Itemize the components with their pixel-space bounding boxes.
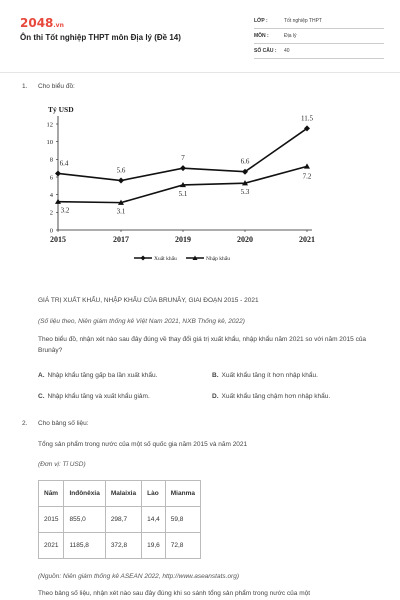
export-data-label: 11.5 xyxy=(301,114,313,123)
table-cell: 14,4 xyxy=(142,507,166,533)
table-row xyxy=(39,533,201,559)
legend-label-import: Nhập khẩu xyxy=(206,256,230,263)
header-divider xyxy=(0,72,400,73)
table-cell: 372,8 xyxy=(105,533,141,559)
meta-row-question-count: SỐ CÂU : 40 xyxy=(254,44,384,59)
option-a[interactable]: A. Nhập khẩu tăng gấp ba lần xuất khẩu. xyxy=(38,372,158,379)
table-unit: (Đơn vị: Tỉ USD) xyxy=(38,461,86,468)
x-tick-label: 2015 xyxy=(50,235,66,244)
table-cell: 59,8 xyxy=(165,507,200,533)
export-point xyxy=(55,170,61,176)
column-header: Inđônêxia xyxy=(64,481,105,507)
y-tick-label: 4 xyxy=(49,192,53,200)
line-chart xyxy=(30,100,330,270)
meta-row-class: LỚP : Tốt nghiệp THPT xyxy=(254,14,384,29)
import-data-label: 5.1 xyxy=(178,189,188,198)
x-tick-label: 2021 xyxy=(299,235,315,244)
question-number: 1. xyxy=(22,83,28,90)
export-data-label: 6.6 xyxy=(240,157,250,166)
column-header: Lào xyxy=(142,481,166,507)
column-header: Malaixia xyxy=(105,481,141,507)
data-table xyxy=(38,480,201,559)
table-cell: 2021 xyxy=(39,533,64,559)
site-logo[interactable]: 2048.vn xyxy=(20,16,64,30)
export-data-label: 5.6 xyxy=(116,166,126,175)
x-tick-label: 2019 xyxy=(175,235,191,244)
meta-row-subject: MÔN : Địa lý xyxy=(254,29,384,44)
x-tick-label: 2020 xyxy=(237,235,253,244)
legend-label-export: Xuất khẩu xyxy=(154,256,177,263)
option-b[interactable]: B. Xuất khẩu tăng ít hơn nhập khẩu. xyxy=(212,372,318,379)
import-data-label: 7.2 xyxy=(302,172,312,181)
option-d[interactable]: D. Xuất khẩu tăng chậm hơn nhập khẩu. xyxy=(212,393,331,400)
export-point xyxy=(180,165,186,171)
export-point xyxy=(118,178,124,184)
chart-caption: GIÁ TRỊ XUẤT KHẨU, NHẬP KHẨU CỦA BRUNÂY, GIAI ĐOẠN 2015 - 2021 xyxy=(38,297,259,304)
y-tick-label: 8 xyxy=(49,156,53,164)
table-cell: 1185,8 xyxy=(64,533,105,559)
import-data-label: 5.3 xyxy=(240,188,250,197)
import-data-label: 3.1 xyxy=(116,207,126,216)
table-title: Tổng sản phẩm trong nước của một số quốc gia năm 2015 và năm 2021 xyxy=(38,441,248,448)
option-c[interactable]: C. Nhập khẩu tăng và xuất khẩu giảm. xyxy=(38,393,150,400)
question-text: Theo biểu đồ, nhận xét nào sau đây đúng về thay đổi giá trị xuất khẩu, nhập khẩu năm 2021 so với năm 2015 của Brunây? xyxy=(38,336,367,354)
column-header: Mianma xyxy=(165,481,200,507)
y-tick-label: 6 xyxy=(49,174,53,182)
table-cell: 298,7 xyxy=(105,507,141,533)
table-cell: 72,8 xyxy=(165,533,200,559)
column-header: Năm xyxy=(39,481,64,507)
question-text: Theo bảng số liệu, nhận xét nào sau đây đúng khi so sánh tổng sản phẩm trong nước của một xyxy=(38,590,311,597)
y-tick-label: 12 xyxy=(46,121,53,129)
exam-meta xyxy=(254,14,384,59)
table-cell: 19,6 xyxy=(142,533,166,559)
table-row xyxy=(39,507,201,533)
table-header-row xyxy=(39,481,201,507)
y-tick-label: 10 xyxy=(46,139,53,147)
page-header xyxy=(0,0,400,72)
y-axis-label: Tỷ USD xyxy=(48,105,74,114)
question-prompt: Cho bảng số liệu: xyxy=(38,420,89,427)
y-tick-label: 0 xyxy=(49,227,53,235)
question-number: 2. xyxy=(22,420,28,427)
import-point xyxy=(304,163,310,168)
table-cell: 855,0 xyxy=(64,507,105,533)
page-title: Ôn thi Tốt nghiệp THPT môn Địa lý (Đề 14) xyxy=(20,33,181,42)
legend-marker-export xyxy=(141,256,146,261)
y-tick-label: 2 xyxy=(49,209,53,217)
import-data-label: 3.2 xyxy=(60,206,70,215)
export-data-label: 7 xyxy=(181,154,185,163)
x-tick-label: 2017 xyxy=(113,235,129,244)
table-cell: 2015 xyxy=(39,507,64,533)
chart-source: (Số liệu theo, Niên giám thống kê Việt Nam 2021, NXB Thống kê, 2022) xyxy=(38,318,245,325)
export-data-label: 6.4 xyxy=(59,159,69,168)
table-source: (Nguồn: Niên giám thống kê ASEAN 2022, http://www.aseanstats.org) xyxy=(38,573,240,580)
question-prompt: Cho biểu đồ: xyxy=(38,83,75,90)
